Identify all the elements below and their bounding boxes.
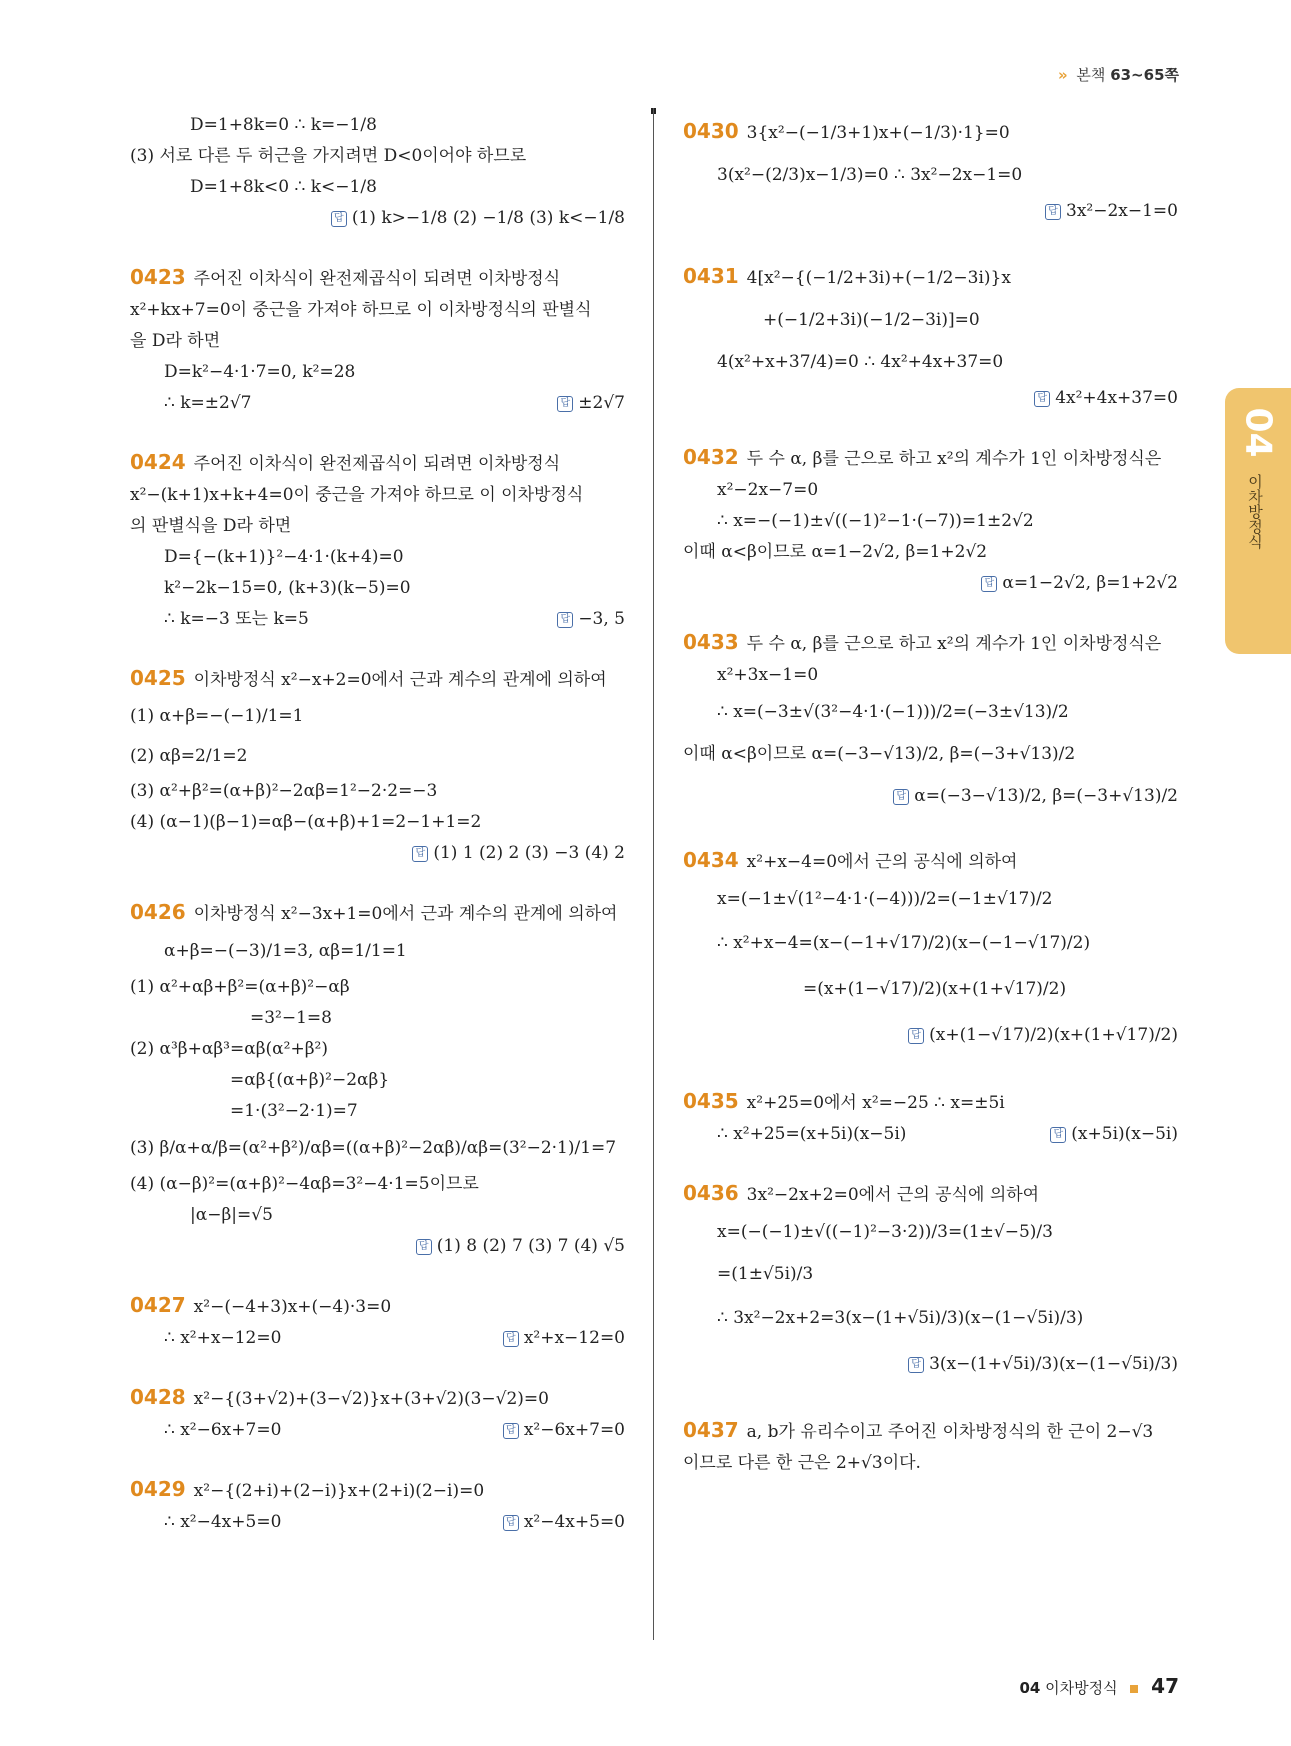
line: (3) β/α+α/β=(α²+β²)/αβ=((α+β)²−2αβ)/αβ=(3²−2·1)/1=7 [130,1138,617,1158]
line: D=1+8k<0 ∴ k<−1/8 [190,177,377,197]
answer [683,568,1178,599]
line: (2) αβ=2/1=2 [130,746,248,766]
answer-icon: 답 [981,576,997,592]
answer-icon: 답 [557,612,573,628]
answer [557,388,625,419]
answer-text: α=(−3−√13)/2, β=(−3+√13)/2 [914,786,1178,806]
problem-number: 0436 [683,1181,739,1205]
line: x=(−1±√(1²−4·1·(−4)))/2=(−1±√17)/2 [717,889,1053,909]
line: (1) α²+αβ+β²=(α+β)²−αβ [130,977,350,997]
page-number: 47 [1151,1674,1179,1698]
chapter-side-tab [1225,388,1291,654]
answer-text: α=1−2√2, β=1+2√2 [1002,573,1178,593]
line: x²−(−4+3)x+(−4)·3=0 [193,1297,392,1317]
answer-icon: 답 [908,1357,924,1373]
problem-number: 0431 [683,264,739,288]
problem-number: 0423 [130,265,186,289]
line: (4) (α−1)(β−1)=αβ−(α+β)+1=2−1+1=2 [130,812,482,832]
answer-text: 4x²+4x+37=0 [1055,388,1178,408]
chapter-number: 04 [1237,407,1279,458]
line: x²−(k+1)x+k+4=0이 중근을 가져야 하므로 이 이차방정식 [130,485,584,505]
problem-number: 0425 [130,666,186,690]
line: 의 판별식을 D라 하면 [130,516,292,536]
problem-0433 [683,627,1178,817]
line: +(−1/2+3i)(−1/2−3i)]=0 [763,310,980,330]
line: ∴ x=−(−1)±√((−1)²−1·(−7))=1±2√2 [717,511,1034,531]
line: D={−(k+1)}²−4·1·(k+4)=0 [164,547,404,567]
answer-icon: 답 [503,1515,519,1531]
answer-icon: 답 [908,1028,924,1044]
answer-icon: 답 [1045,204,1061,220]
line: 이차방정식 x²−x+2=0에서 근과 계수의 관계에 의하여 [193,670,607,690]
line: |α−β|=√5 [190,1205,273,1225]
problem-number: 0427 [130,1293,186,1317]
problem-number: 0435 [683,1089,739,1113]
line: 3(x²−(2/3)x−1/3)=0 ∴ 3x²−2x−1=0 [717,165,1023,185]
answer-icon: 답 [893,789,909,805]
line: D=1+8k=0 ∴ k=−1/8 [190,115,377,135]
line: a, b가 유리수이고 주어진 이차방정식의 한 근이 2−√3 [746,1422,1154,1442]
answer-icon: 답 [412,846,428,862]
problem-number: 0437 [683,1418,739,1442]
right-column [683,110,1178,1507]
problem-0425 [130,663,625,869]
line: ∴ x²+25=(x+5i)(x−5i) [717,1124,907,1144]
problem-number: 0424 [130,450,186,474]
answer-text: 3x²−2x−1=0 [1066,201,1178,221]
problem-0423 [130,262,625,419]
problem-number: 0428 [130,1385,186,1409]
answer [130,203,625,234]
line: =αβ{(α+β)²−2αβ} [230,1070,390,1090]
page-footer [1019,1674,1179,1698]
problem-0436 [683,1178,1178,1387]
line: ∴ k=−3 또는 k=5 [164,609,309,629]
problem-0437 [683,1415,1178,1479]
line: =1·(3²−2·1)=7 [230,1101,358,1121]
answer [503,1415,625,1446]
column-divider [653,108,654,1640]
answer-text: (1) 1 (2) 2 (3) −3 (4) 2 [433,843,625,863]
answer [683,196,1178,227]
answer-text: x²−4x+5=0 [523,1512,625,1532]
line: =(x+(1−√17)/2)(x+(1+√17)/2) [803,979,1067,999]
line: 4(x²+x+37/4)=0 ∴ 4x²+4x+37=0 [717,352,1004,372]
line: k²−2k−15=0, (k+3)(k−5)=0 [164,578,411,598]
line: 주어진 이차식이 완전제곱식이 되려면 이차방정식 [193,454,561,474]
problem-0427 [130,1290,625,1354]
footer-title: 이차방정식 [1045,1679,1118,1697]
problem-0424 [130,447,625,635]
double-chevron-icon: » [1057,66,1068,84]
line: 두 수 α, β를 근으로 하고 x²의 계수가 1인 이차방정식은 [746,634,1162,654]
line: x²−2x−7=0 [717,480,819,500]
ref-pages: 63~65쪽 [1110,66,1179,84]
line: =(1±√5i)/3 [717,1264,814,1284]
line: ∴ x=(−3±√(3²−4·1·(−1)))/2=(−3±√13)/2 [717,702,1069,722]
line: D=k²−4·1·7=0, k²=28 [164,362,356,382]
footer-chapter: 04 [1019,1679,1041,1697]
line: 이므로 다른 한 근은 2+√3이다. [683,1453,921,1473]
line: x²+25=0에서 x²=−25 ∴ x=±5i [746,1093,1005,1113]
answer [503,1507,625,1538]
answer [130,838,625,869]
answer-text: 3(x−(1+√5i)/3)(x−(1−√5i)/3) [929,1354,1178,1374]
line: (3) 서로 다른 두 허근을 가지려면 D<0이어야 하므로 [130,146,527,166]
chapter-title: 이차방정식 [1246,474,1264,549]
answer-icon: 답 [331,211,347,227]
answer [683,1341,1178,1387]
line: (3) α²+β²=(α+β)²−2αβ=1²−2·2=−3 [130,781,438,801]
problem-0429 [130,1474,625,1538]
answer [130,1231,625,1262]
problem-number: 0434 [683,848,739,872]
line: 3{x²−(−1/3+1)x+(−1/3)·1}=0 [746,123,1010,143]
problem-0428 [130,1382,625,1446]
line: 두 수 α, β를 근으로 하고 x²의 계수가 1인 이차방정식은 [746,449,1162,469]
answer [557,604,625,635]
answer-text: (x+(1−√17)/2)(x+(1+√17)/2) [929,1025,1178,1045]
answer-icon: 답 [503,1423,519,1439]
answer-icon: 답 [1034,391,1050,407]
answer-icon: 답 [503,1331,519,1347]
line: ∴ x²−6x+7=0 [164,1420,282,1440]
square-bullet-icon [1130,1685,1138,1693]
line: x²+kx+7=0이 중근을 가져야 하므로 이 이차방정식의 판별식 [130,300,592,320]
problem-0431 [683,255,1178,414]
problem-0432 [683,442,1178,599]
line: ∴ x²+x−4=(x−(−1+√17)/2)(x−(−1−√17)/2) [717,933,1091,953]
answer-text: x²−6x+7=0 [523,1420,625,1440]
page-reference [1058,64,1179,85]
line: ∴ k=±2√7 [164,393,252,413]
ref-prefix: 본책 [1076,66,1106,84]
left-column [130,110,625,1566]
line: 이차방정식 x²−3x+1=0에서 근과 계수의 관계에 의하여 [193,904,618,924]
line: 이때 α<β이므로 α=(−3−√13)/2, β=(−3+√13)/2 [683,744,1076,764]
problem-0422-tail [130,110,625,234]
line: x²+3x−1=0 [717,665,819,685]
line: x²−{(2+i)+(2−i)}x+(2+i)(2−i)=0 [193,1481,485,1501]
answer-text: −3, 5 [578,609,625,629]
line: =3²−1=8 [250,1008,332,1028]
line: ∴ 3x²−2x+2=3(x−(1+√5i)/3)(x−(1−√5i)/3) [717,1308,1084,1328]
answer [683,775,1178,817]
problem-0434 [683,845,1178,1058]
line: 3x²−2x+2=0에서 근의 공식에 의하여 [746,1185,1040,1205]
line: 을 D라 하면 [130,331,221,351]
problem-number: 0429 [130,1477,186,1501]
line: (2) α³β+αβ³=αβ(α²+β²) [130,1039,328,1059]
line: 이때 α<β이므로 α=1−2√2, β=1+2√2 [683,542,988,562]
answer [503,1323,625,1354]
line: ∴ x²+x−12=0 [164,1328,282,1348]
line: x=(−(−1)±√((−1)²−3·2))/3=(1±√−5)/3 [717,1222,1053,1242]
problem-number: 0430 [683,119,739,143]
answer-text: (1) 8 (2) 7 (3) 7 (4) √5 [436,1236,625,1256]
line: x²−{(3+√2)+(3−√2)}x+(3+√2)(3−√2)=0 [193,1389,549,1409]
answer-icon: 답 [416,1239,432,1255]
answer-text: x²+x−12=0 [523,1328,625,1348]
line: ∴ x²−4x+5=0 [164,1512,282,1532]
line: α+β=−(−3)/1=3, αβ=1/1=1 [164,941,407,961]
answer [683,383,1178,414]
line: (4) (α−β)²=(α+β)²−4αβ=3²−4·1=5이므로 [130,1174,479,1194]
problem-0426 [130,897,625,1262]
answer-icon: 답 [557,396,573,412]
problem-number: 0432 [683,445,739,469]
problem-number: 0433 [683,630,739,654]
problem-number: 0426 [130,900,186,924]
line: (1) α+β=−(−1)/1=1 [130,706,304,726]
answer-icon: 답 [1050,1127,1066,1143]
problem-0435 [683,1086,1178,1150]
answer-text: (1) k>−1/8 (2) −1/8 (3) k<−1/8 [351,208,625,228]
answer [1050,1119,1178,1150]
answer-text: (x+5i)(x−5i) [1071,1124,1178,1144]
line: 4[x²−{(−1/2+3i)+(−1/2−3i)}x [746,268,1011,288]
line: 주어진 이차식이 완전제곱식이 되려면 이차방정식 [193,269,561,289]
problem-0430 [683,110,1178,227]
answer [683,1012,1178,1058]
line: x²+x−4=0에서 근의 공식에 의하여 [746,852,1018,872]
answer-text: ±2√7 [578,393,625,413]
